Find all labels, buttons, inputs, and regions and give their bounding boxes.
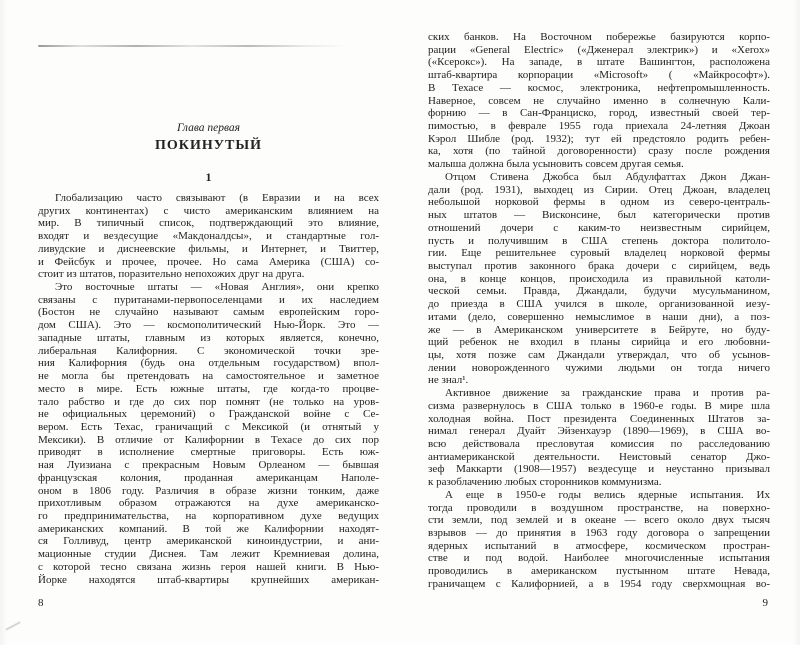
chapter-title: ПОКИНУТЫЙ	[155, 138, 262, 153]
text-line: мир. В типичный список, подтверждающий это влияние,	[38, 217, 379, 230]
text-line: западные штаты, главным из которых является, конечно,	[38, 331, 379, 344]
text-line: к разоблачению любых сторонников коммунизма.	[428, 476, 662, 489]
text-line: Мексики). В отличие от Калифорнии в Техасе до сих пор	[38, 433, 379, 446]
text-line: с которой тесно связана жизнь героя нашей книги. В Нью-	[38, 560, 379, 573]
text-line: всю действовала пресловутая комиссия по расследованию	[428, 438, 770, 450]
text-line: ния Калифорния (будь она отдельным государством) впол-	[38, 357, 379, 370]
text-line: же — в Американском университете в Бейруте, но буду-	[428, 323, 770, 336]
text-line: не знал¹.	[428, 374, 469, 387]
text-line: взрывов — до принятия в 1963 году договора о запрещении	[428, 527, 770, 540]
text-line: дали (род. 1931), выходец из Сирии. Отец Джоан, владелец	[428, 183, 770, 196]
text-line: ческой семьи. Правда, Джандали, будучи мусульманином,	[428, 285, 770, 298]
text-line: место в мире. Есть южные штаты, где когда-то процве-	[38, 382, 379, 395]
text-line: проводились в американском пустынном штате Невада,	[428, 565, 770, 578]
text-line: граничащем с Калифорнией, а в 1954 году сверхмощная во-	[428, 577, 770, 590]
text-line: стве и под водой. Наиболее многочисленные испытания	[428, 552, 770, 565]
text-line: французская колония, проданная американцам Наполе-	[38, 471, 379, 484]
text-line: небольшой норковой фермы в одном из северо-централь-	[428, 196, 770, 209]
text-line: щий ребенок не входил в планы сирийца и его любовни-	[428, 336, 770, 349]
chapter-label: Глава первая	[177, 122, 240, 134]
text-line: американских компаний. В той же Калифорнии находят-	[38, 522, 379, 535]
page-right	[428, 0, 770, 645]
text-line: связаны с пуританами-первопоселенцами и их наследием	[38, 293, 379, 306]
text-line: пимостью, в феврале 1955 года приехала 24-летняя Джоан	[428, 120, 770, 133]
chapter-heading	[38, 121, 379, 185]
text-line: Наверное, совсем не случайно именно в солнечную Кали-	[428, 94, 770, 107]
text-line: ливудские и диснеевские фильмы, и Интернет, и Твиттер,	[38, 242, 379, 255]
text-line: сти земли, под землей и в океане — всего около двух тысяч	[428, 514, 770, 527]
text-line: А еще в 1950-е годы велись ядерные испытания. Их	[445, 488, 770, 501]
text-line: отношений дочери с каким-то неизвестным сирийцем,	[428, 221, 770, 234]
text-line: не могла бы претендовать на самостоятельное и заметное	[38, 370, 379, 383]
text-line: цы, хотя позже сам Джандали утверждал, что об усынов-	[428, 348, 770, 361]
text-line: ка, хотя (по тайной договоренности) сразу после рождения	[428, 145, 770, 158]
text-line: ных штатов — Висконсине, был категорически против	[428, 209, 770, 222]
text-line: (Бостон не случайно называют самым европейским горо-	[38, 306, 379, 319]
text-line: не официальных церемоний) о Гражданской войне с Се-	[38, 408, 379, 421]
section-number: 1	[205, 170, 212, 184]
text-line: ная Луизиана с прекрасным Новым Орлеаном — бывшая	[38, 459, 379, 472]
page-left	[38, 0, 379, 645]
text-line: других континентах) с чисто американским влиянием на	[38, 204, 379, 217]
text-line: Кэрол Шибле (род. 1932); тут ей предстояло родить ребен-	[428, 132, 770, 145]
page-edge-shadow-left	[0, 0, 7, 645]
text-line: ядерных испытаний в атмосфере, космическом простран-	[428, 539, 770, 552]
text-line: Отцом Стивена Джобса был Абдулфаттах Джон Джан-	[445, 170, 770, 183]
page-edge-shadow-right	[793, 0, 800, 645]
text-line: дом США). Это — космополитический Нью-Йорк. Это —	[38, 319, 379, 332]
text-line: гии. Еще решительнее суровый владелец норковой фермы	[428, 247, 770, 260]
text-line: пусть и получившим в США степень доктора политоло-	[428, 234, 770, 247]
text-line: Йорке находятся штаб-квартиры крупнейших американ-	[38, 573, 379, 586]
text-line: сизма развернулось в США только в 1960-е годы. В мире шла	[428, 399, 770, 412]
text-line: она, в конце концов, происходила из правильной католи-	[428, 272, 770, 285]
text-line: стоит из штатов, поразительно непохожих друг на друга.	[38, 268, 305, 281]
text-line: и Фейсбук и прочее, прочее. Но сама Америка (США) со-	[38, 255, 379, 268]
scan-artifact-line	[38, 45, 346, 47]
text-line: тогда проводили в воздушном пространстве, на поверхно-	[428, 501, 770, 514]
page-number-left: 8	[38, 597, 44, 609]
text-line: рации «General Electric» («Дженерал электрик») и «Xerox»	[428, 43, 770, 56]
text-line: нимал генерал Дуайт Эйзенхауэр (1890—1969), в США во-	[428, 425, 770, 438]
scan-artifact-scratch	[5, 621, 20, 630]
text-line: Глобализацию часто связывают (в Евразии и на всех	[55, 192, 379, 204]
text-line: прихотливым образом отражаются на духе американско-	[38, 497, 379, 510]
text-line: оном в 1806 году. Различия в образе жизни тонким, даже	[38, 484, 379, 497]
text-line: вером. Есть Техас, граничащий с Мексикой (и отнятый у	[38, 420, 379, 433]
text-line: ся Голливуд, центр американской киноиндустрии, и ани-	[38, 535, 379, 548]
text-line: Это восточные штаты — «Новая Англия», они крепко	[55, 281, 379, 294]
text-line: холодная война. Пост президента Соединенных Штатов за-	[428, 412, 770, 425]
text-line: лении новорожденного чужими людьми он тогда ничего	[428, 361, 770, 374]
text-line: В Техасе — космос, электроника, нефтепромышленность.	[428, 81, 770, 94]
text-line: го предпринимательства, на корпоративном духе ведущих	[38, 509, 379, 522]
text-line: антиамериканской деятельности. Неистовый сенатор Джо-	[428, 450, 770, 463]
text-line: либеральная Калифорния. С экономической точки зре-	[38, 344, 379, 357]
text-line: ских банков. На Восточном побережье базируются корпо-	[428, 31, 770, 43]
right-page-text	[428, 31, 770, 591]
text-line: малыша должна была усыновить совсем другая семья.	[428, 158, 684, 171]
text-line: тало рабство и где до сих пор помнят (не только на уров-	[38, 395, 379, 408]
text-line: до приезда в США учился в школе, организованной иезу-	[428, 298, 770, 311]
text-line: («Ксерокс»). На западе, в штате Вашингтон, расположена	[428, 56, 770, 69]
text-line: зеф Маккарти (1908—1957) вездесуще и неустанно призывал	[428, 463, 770, 476]
text-line: итами (дело, совершенно немыслимое в наши дни), а поз-	[428, 310, 770, 323]
text-line: выступал против законного брака дочери с сирийцем, ведь	[428, 259, 770, 272]
text-line: входят и вездесущие «Макдоналдсы», и стандартные гол-	[38, 230, 379, 243]
left-page-text	[38, 192, 379, 586]
text-line: мационные студии Диснея. Там лежит Кремниевая долина,	[38, 548, 379, 561]
text-line: штаб-квартира корпорации «Microsoft» ( «Майкрософт»).	[428, 69, 770, 82]
text-line: приводят в исполнение смертные приговоры. Есть юж-	[38, 446, 379, 459]
text-line: форнию — в Сан-Франциско, город, известный своей тер-	[428, 107, 770, 120]
text-line: Активное движение за гражданские права и против ра-	[445, 387, 770, 400]
page-number-right: 9	[762, 597, 768, 609]
